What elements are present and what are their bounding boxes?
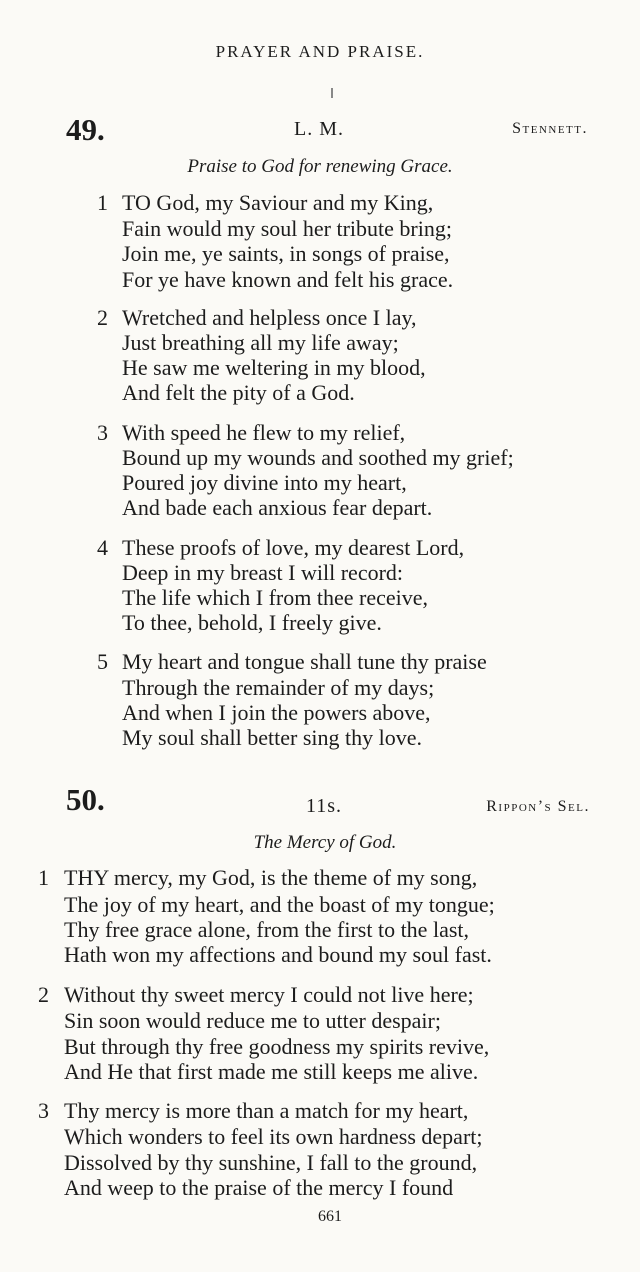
verse-line: Hath won my affections and bound my soul fast. — [64, 942, 492, 967]
verse-line: These proofs of love, my dearest Lord, — [122, 535, 465, 560]
verse-line: TO God, my Saviour and my King, — [122, 190, 434, 215]
verse-line: To thee, behold, I freely give. — [122, 610, 382, 635]
verse-line: THY mercy, my God, is the theme of my song, — [64, 865, 478, 890]
print-speck — [331, 88, 333, 98]
verse-line: Which wonders to feel its own hardness depart; — [64, 1124, 483, 1149]
verse-line: My soul shall better sing thy love. — [122, 725, 423, 750]
verse-line: Dissolved by thy sunshine, I fall to the ground, — [64, 1150, 478, 1175]
verse-line: And weep to the praise of the mercy I found — [64, 1175, 454, 1200]
verse-line: But through thy free goodness my spirits revive, — [64, 1034, 490, 1059]
verse-number: 5 — [97, 649, 108, 674]
verse-line: Sin soon would reduce me to utter despair; — [64, 1008, 441, 1033]
verse-line: Poured joy divine into my heart, — [122, 470, 407, 495]
page-number: 661 — [318, 1208, 342, 1225]
hymn-subtitle: Praise to God for renewing Grace. — [187, 156, 453, 177]
verse-line: The life which I from thee receive, — [122, 585, 429, 610]
verse-line: The joy of my heart, and the boast of my tongue; — [64, 892, 495, 917]
hymn-subtitle: The Mercy of God. — [253, 832, 397, 853]
verse-line: With speed he flew to my relief, — [122, 420, 406, 445]
verse-line: Bound up my wounds and soothed my grief; — [122, 445, 514, 470]
verse-line: For ye have known and felt his grace. — [122, 267, 454, 292]
verse-number: 3 — [38, 1098, 49, 1123]
verse-line: Deep in my breast I will record: — [122, 560, 404, 585]
verse-line: Without thy sweet mercy I could not live here; — [64, 982, 474, 1007]
hymn-number: 49. — [66, 112, 105, 147]
verse-number: 1 — [38, 865, 49, 890]
verse-line: Thy mercy is more than a match for my heart, — [64, 1098, 469, 1123]
verse-line: My heart and tongue shall tune thy praise — [122, 649, 487, 674]
verse-line: And when I join the powers above, — [122, 700, 431, 725]
verse-number: 3 — [97, 420, 108, 445]
hymn-author: Rippon’s Sel. — [486, 798, 590, 815]
verse-number: 4 — [97, 535, 108, 560]
verse-line: Through the remainder of my days; — [122, 675, 435, 700]
verse-line: Thy free grace alone, from the first to the last, — [64, 917, 470, 942]
hymn-meter: L. M. — [294, 118, 344, 140]
verse-number: 2 — [97, 305, 108, 330]
hymn-number: 50. — [66, 782, 105, 817]
running-head: PRAYER AND PRAISE. — [215, 42, 425, 61]
verse-line: He saw me weltering in my blood, — [122, 355, 426, 380]
verse-line: Just breathing all my life away; — [122, 330, 399, 355]
verse-line: And He that first made me still keeps me alive. — [64, 1059, 479, 1084]
verse-number: 2 — [38, 982, 49, 1007]
verse-number: 1 — [97, 190, 108, 215]
hymn-author: Stennett. — [512, 120, 588, 137]
verse-line: Wretched and helpless once I lay, — [122, 305, 417, 330]
verse-line: Join me, ye saints, in songs of praise, — [122, 241, 450, 266]
verse-line: Fain would my soul her tribute bring; — [122, 216, 452, 241]
hymn-meter: 11s. — [306, 795, 343, 817]
verse-line: And bade each anxious fear depart. — [122, 495, 433, 520]
verse-line: And felt the pity of a God. — [122, 380, 355, 405]
